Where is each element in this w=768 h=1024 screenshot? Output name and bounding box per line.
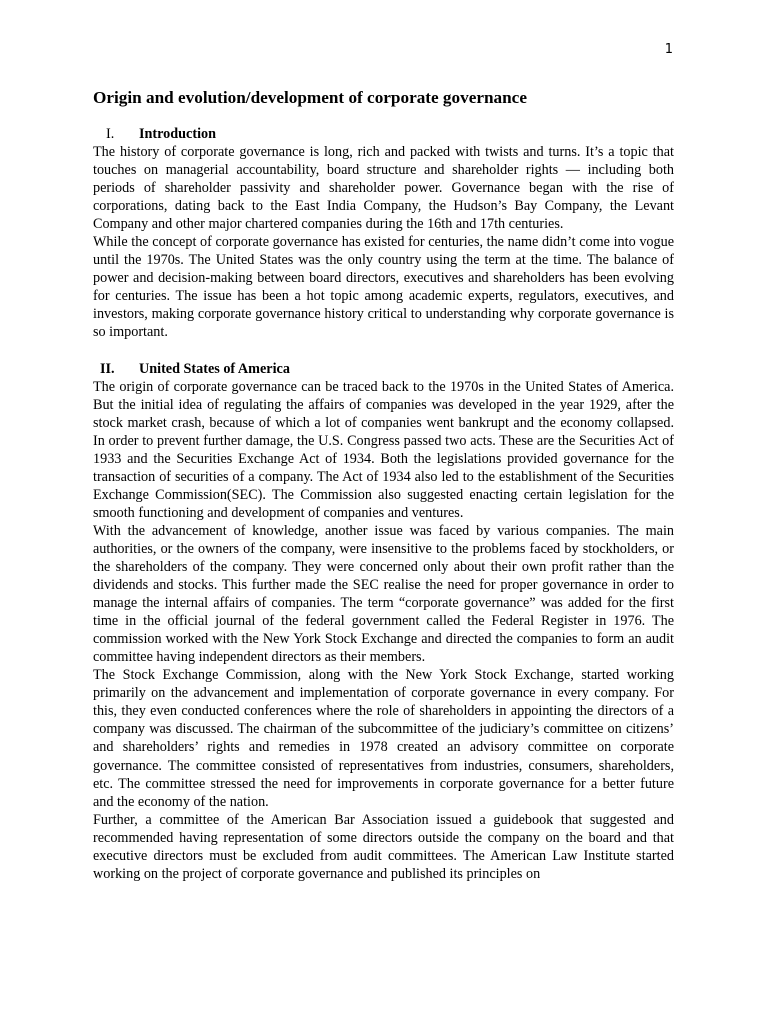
paragraph: The Stock Exchange Commission, along with the New York Stock Exchange, started working primarily on the advancement and implementation of corporate governance in every company. For this, they even conducted conferences where the role of shareholders in appointing the directors of a company was discussed. The chairman of the subcommittee of the judiciary’s committee on citizens’ and shareholders’ rights and remedies in 1978 created an advisory committee on corporate governance. The committee consisted of representatives from industries, consumers, shareholders, etc. The committee stressed the need for improvements in corporate governance for a better future and the economy of the nation. [93, 667, 674, 810]
paragraph: While the concept of corporate governance has existed for centuries, the name didn’t come into vogue until the 1970s. The United States was the only country using the term at the time. The balance of power and decision-making between board directors, executives and shareholders has been evolving for centuries. The issue has been a hot topic among academic experts, regulators, executives, and investors, making corporate governance history critical to understanding why corporate governance is so important. [93, 234, 674, 341]
document-body [93, 87, 674, 883]
paragraph: With the advancement of knowledge, another issue was faced by various companies. The main authorities, or the owners of the company, were insensitive to the problems faced by stockholders, or the shareholders of the company. They were concerned only about their own profit rather than the dividends and stocks. This further made the SEC realise the need for proper governance in order to manage the internal affairs of companies. The term “corporate governance” was added for the first time in the official journal of the federal government called the Federal Register in 1976. The commission worked with the New York Stock Exchange and directed the companies to form an audit committee having independent directors as their members. [93, 522, 674, 666]
document-title: Origin and evolution/development of corporate governance [93, 88, 527, 107]
section-heading-introduction [93, 125, 674, 143]
section-title: United States of America [139, 360, 290, 377]
paragraph: The history of corporate governance is long, rich and packed with twists and turns. It’s a topic that touches on managerial accountability, board structure and shareholder rights — including both periods of shareholder passivity and shareholder power. Governance began with the rise of corporations, dating back to the East India Company, the Hudson’s Bay Company, the Levant Company and other major chartered companies during the 16th and 17th centuries. [93, 144, 674, 233]
section-heading-united-states [93, 360, 674, 378]
page-number: 1 [664, 42, 673, 57]
section-numeral: II. [100, 360, 115, 377]
section-title: Introduction [139, 126, 216, 142]
paragraph: The origin of corporate governance can be traced back to the 1970s in the United States of America. But the initial idea of regulating the affairs of companies was developed in the year 1929, after the stock market crash, because of which a lot of companies went bankrupt and the economy collapsed. In order to prevent further damage, the U.S. Congress passed two acts. These are the Securities Act of 1933 and the Securities Exchange Act of 1934. Both the legislations provided governance for the transaction of securities of a company. The Act of 1934 also led to the establishment of the Securities Exchange Commission(SEC). The Commission also suggested enacting certain legislation for the smooth functioning and development of companies and ventures. [93, 378, 674, 521]
paragraph: Further, a committee of the American Bar Association issued a guidebook that suggested and recommended having representation of some directors outside the company on the board and that executive directors must be excluded from audit committees. The American Law Institute started working on the project of corporate governance and published its principles on [93, 811, 674, 882]
section-numeral: I. [106, 126, 115, 142]
